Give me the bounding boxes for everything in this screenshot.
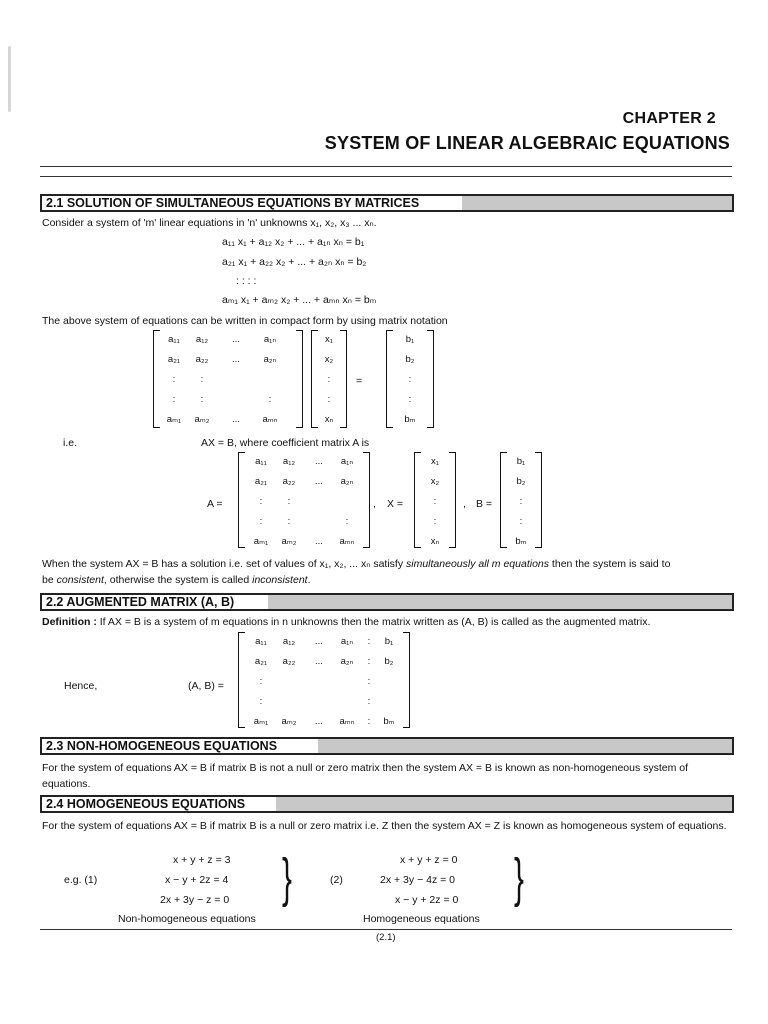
page-number: (2.1) (376, 932, 396, 943)
matrix-cell: : (287, 496, 291, 507)
matrix-cell: xₙ (430, 536, 440, 547)
matrix-cell: a₂ₙ (340, 476, 354, 487)
matrix-cell: : (367, 696, 371, 707)
matrix-cell: ... (232, 334, 240, 345)
matrix-cell: : (408, 394, 412, 405)
matrix-cell: : (268, 394, 272, 405)
homogeneous-caption: Homogeneous equations (363, 913, 480, 925)
example-2-eq-2: 2x + 3y − 4z = 0 (380, 874, 456, 886)
matrix-cell: ... (315, 716, 323, 727)
matrix-cell: : (172, 374, 176, 385)
matrix-cell: aₘₙ (339, 536, 355, 547)
example-1-eq-3: 2x + 3y − z = 0 (160, 894, 230, 906)
comma-2: , (463, 498, 466, 510)
homogeneous-text: For the system of equations AX = B if matrix B is a null or zero matrix i.e. Z then the system AX = Z is known as homogeneous system of equations. (42, 820, 727, 832)
matrix-cell: x₂ (430, 476, 440, 487)
matrix-cell: a₂₂ (282, 656, 296, 667)
matrix-cell: : (200, 394, 204, 405)
matrix-cell: b₂ (384, 656, 394, 667)
matrix-cell: ... (315, 656, 323, 667)
chapter-title: SYSTEM OF LINEAR ALGEBRAIC EQUATIONS (324, 133, 730, 153)
example-1-eq-1: x + y + z = 3 (173, 854, 231, 866)
brace-right: } (514, 848, 524, 908)
matrix-cell: xₙ (324, 414, 334, 425)
matrix-cell: a₁₁ (255, 636, 267, 647)
matrix-cell: : (433, 516, 437, 527)
matrix-cell: : (367, 716, 371, 727)
section-2-3-heading: 2.3 NON-HOMOGENEOUS EQUATIONS (40, 737, 734, 755)
coefficient-matrix-a (238, 452, 370, 548)
example-1-eq-2: x − y + 2z = 4 (165, 874, 229, 886)
b-vector (500, 452, 542, 548)
matrix-cell: aₘ₂ (194, 414, 210, 425)
matrix-cell: : (519, 516, 523, 527)
matrix-cell: ... (315, 456, 323, 467)
matrix-cell: a₁ₙ (340, 636, 354, 647)
matrix-cell: : (259, 496, 263, 507)
a-label: A = (207, 498, 223, 510)
matrix-cell: ... (315, 636, 323, 647)
example-2-label: (2) (330, 874, 343, 886)
ie-label: i.e. (63, 437, 78, 449)
equation-dots: : : : : (236, 275, 257, 287)
matrix-cell: : (259, 696, 263, 707)
augmented-label: (A, B) = (188, 680, 224, 692)
section-2-2-heading: 2.2 AUGMENTED MATRIX (A, B) (40, 593, 734, 611)
brace-left: } (282, 848, 292, 908)
compact-b-vector (386, 330, 434, 428)
matrix-cell: ... (315, 536, 323, 547)
equation-m: aₘ₁ x₁ + aₘ₂ x₂ + ... + aₘₙ xₙ = bₘ (222, 294, 377, 306)
matrix-cell: aₘ₁ (166, 414, 182, 425)
matrix-cell: : (519, 496, 523, 507)
matrix-cell: a₁₂ (282, 636, 296, 647)
intro-text: Consider a system of 'm' linear equations in 'n' unknowns x₁, x₂, x₃ ... xₙ. (42, 217, 377, 229)
matrix-cell: a₂ₙ (263, 354, 277, 365)
matrix-cell: b₂ (516, 476, 526, 487)
compact-coefficient-matrix (153, 330, 303, 428)
matrix-cell: : (200, 374, 204, 385)
definition-text: Definition : If AX = B is a system of m equations in n unknowns then the matrix written as (A, B) is called as the augmented matrix. (42, 616, 651, 628)
matrix-cell: bₘ (404, 414, 416, 425)
header-rule-2 (40, 176, 732, 177)
matrix-cell: a₂ₙ (340, 656, 354, 667)
ax-equals-b-line: AX = B, where coefficient matrix A is (201, 437, 370, 449)
matrix-cell: bₘ (515, 536, 527, 547)
matrix-cell: aₘ₁ (253, 536, 269, 547)
matrix-cell: : (327, 394, 331, 405)
section-2-4-heading: 2.4 HOMOGENEOUS EQUATIONS (40, 795, 734, 813)
matrix-cell: : (367, 656, 371, 667)
matrix-cell: aₘₙ (262, 414, 278, 425)
matrix-cell: : (259, 516, 263, 527)
matrix-cell: a₂₂ (282, 476, 296, 487)
matrix-cell: : (367, 636, 371, 647)
matrix-cell: : (408, 374, 412, 385)
compact-equals: = (356, 375, 363, 387)
matrix-cell: b₁ (405, 334, 415, 345)
compact-text: The above system of equations can be written in compact form by using matrix notation (42, 315, 448, 327)
example-2-eq-3: x − y + 2z = 0 (395, 894, 459, 906)
matrix-cell: a₂₁ (254, 476, 268, 487)
header-rule (40, 166, 732, 167)
hence-label: Hence, (64, 680, 98, 692)
matrix-cell: aₘ₂ (281, 716, 297, 727)
compact-x-vector (311, 330, 347, 428)
chapter-label: CHAPTER 2 (622, 110, 716, 127)
consistent-text: When the system AX = B has a solution i.e. set of values of x₁, x₂, ... xₙ satisfy simultaneously all m equations then the system is said to be consistent, otherwise the system is called inconsistent. (42, 558, 671, 586)
matrix-cell: x₂ (324, 354, 334, 365)
matrix-cell: : (367, 676, 371, 687)
matrix-cell: a₂₁ (167, 354, 181, 365)
matrix-cell: : (345, 516, 349, 527)
matrix-cell: b₁ (384, 636, 394, 647)
matrix-cell: a₁₁ (255, 456, 267, 467)
matrix-cell: a₁₂ (282, 456, 296, 467)
non-homogeneous-text: For the system of equations AX = B if matrix B is not a null or zero matrix then the system AX = B is known as non-homogeneous system of equations. (42, 762, 689, 790)
matrix-cell: : (433, 496, 437, 507)
equation-2: a₂₁ x₁ + a₂₂ x₂ + ... + a₂ₙ xₙ = b₂ (222, 256, 367, 268)
matrix-cell: b₂ (405, 354, 415, 365)
matrix-cell: ... (232, 414, 240, 425)
matrix-cell: ... (232, 354, 240, 365)
matrix-cell: a₂₂ (195, 354, 209, 365)
matrix-cell: aₘₙ (339, 716, 355, 727)
example-2-eq-1: x + y + z = 0 (400, 854, 458, 866)
footer-rule (40, 929, 732, 930)
comma-1: , (373, 498, 376, 510)
matrix-cell: a₁₂ (195, 334, 209, 345)
matrix-cell: ... (315, 476, 323, 487)
augmented-matrix (238, 632, 410, 728)
matrix-cell: b₁ (516, 456, 526, 467)
equation-1: a₁₁ x₁ + a₁₂ x₂ + ... + a₁ₙ xₙ = b₁ (222, 236, 365, 248)
matrix-cell: a₁ₙ (263, 334, 277, 345)
x-vector (414, 452, 456, 548)
scroll-indicator[interactable] (8, 46, 11, 112)
matrix-cell: a₁₁ (168, 334, 180, 345)
eg-label: e.g. (1) (64, 874, 98, 886)
matrix-cell: : (259, 676, 263, 687)
section-2-1-heading: 2.1 SOLUTION OF SIMULTANEOUS EQUATIONS BY MATRICES (40, 194, 734, 212)
matrix-cell: x₁ (325, 334, 333, 345)
non-homogeneous-caption: Non-homogeneous equations (118, 913, 256, 925)
matrix-cell: bₘ (383, 716, 395, 727)
x-label: X = (387, 498, 404, 510)
matrix-cell: : (172, 394, 176, 405)
matrix-cell: a₁ₙ (340, 456, 354, 467)
matrix-cell: aₘ₂ (281, 536, 297, 547)
b-label: B = (476, 498, 493, 510)
matrix-cell: : (287, 516, 291, 527)
matrix-cell: x₁ (431, 456, 439, 467)
matrix-cell: aₘ₁ (253, 716, 269, 727)
matrix-cell: a₂₁ (254, 656, 268, 667)
matrix-cell: : (327, 374, 331, 385)
